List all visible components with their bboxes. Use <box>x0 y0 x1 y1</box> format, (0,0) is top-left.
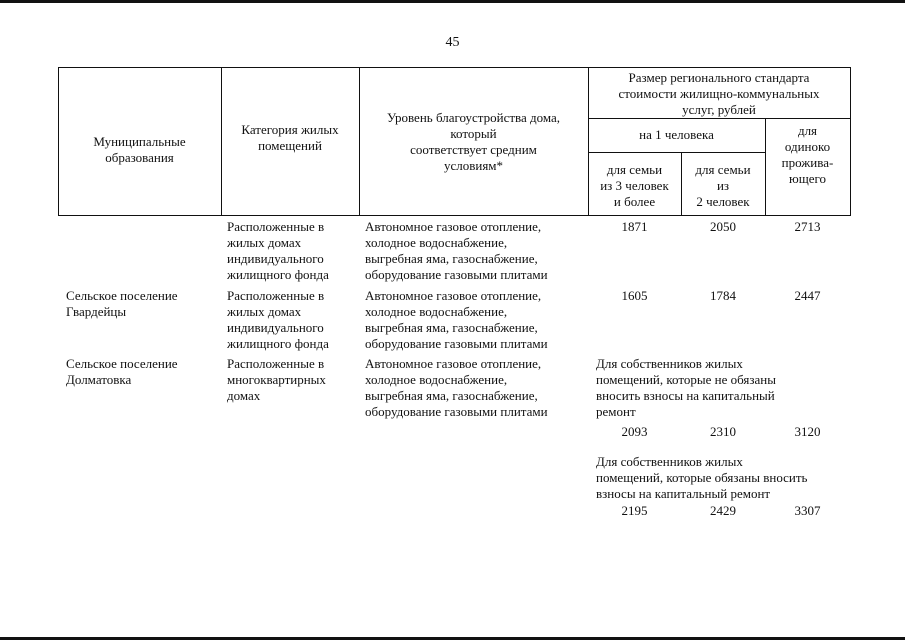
owners-note-not-obliged: Для собственников жилых помещений, которые не обязаны вносить взносы на капитальный ремонт <box>596 356 776 419</box>
value-family-2: 2310 <box>710 424 736 439</box>
municipality-cell: Сельское поселение Долматовка <box>66 356 178 387</box>
value-single: 3307 <box>794 503 821 518</box>
header-standard-size: Размер регионального стандарта стоимости жилищно-коммунальных услуг, рублей <box>618 70 820 117</box>
value-single: 3120 <box>794 424 821 439</box>
municipality-cell: Сельское поселение Гвардейцы <box>66 288 178 319</box>
header-per-person: на 1 человека <box>639 127 714 142</box>
category-cell: Расположенные в многоквартирных домах <box>227 356 326 403</box>
header-municipalities: Муниципальные образования <box>93 134 186 165</box>
value-single: 2447 <box>794 288 821 303</box>
header-category: Категория жилых помещений <box>241 122 339 153</box>
value-family-2: 2050 <box>710 219 736 234</box>
value-family-3: 1605 <box>621 288 648 303</box>
owners-note-obliged: Для собственников жилых помещений, которые обязаны вносить взносы на капитальный ремонт <box>596 454 808 501</box>
header-family-2: для семьи из 2 человек <box>695 162 751 209</box>
top-border <box>0 0 905 3</box>
header-amenities: Уровень благоустройства дома, который соответствует средним условиям* <box>386 110 561 173</box>
amenities-cell: Автономное газовое отопление, холодное водоснабжение, выгребная яма, газоснабжение, оборудование газовыми плитами <box>365 288 548 351</box>
value-family-3: 2093 <box>621 424 648 439</box>
header-single-resident: для одиноко прожива- ющего <box>781 123 834 186</box>
amenities-cell: Автономное газовое отопление, холодное водоснабжение, выгребная яма, газоснабжение, оборудование газовыми плитами <box>365 356 548 419</box>
value-family-2: 1784 <box>710 288 736 303</box>
page-number: 45 <box>445 35 460 50</box>
amenities-cell: Автономное газовое отопление, холодное водоснабжение, выгребная яма, газоснабжение, оборудование газовыми плитами <box>365 219 548 282</box>
value-family-3: 2195 <box>621 503 648 518</box>
category-cell: Расположенные в жилых домах индивидуального жилищного фонда <box>227 219 329 282</box>
value-single: 2713 <box>794 219 821 234</box>
category-cell: Расположенные в жилых домах индивидуального жилищного фонда <box>227 288 329 351</box>
value-family-3: 1871 <box>621 219 648 234</box>
value-family-2: 2429 <box>710 503 736 518</box>
header-family-3: для семьи из 3 человек и более <box>600 162 669 209</box>
